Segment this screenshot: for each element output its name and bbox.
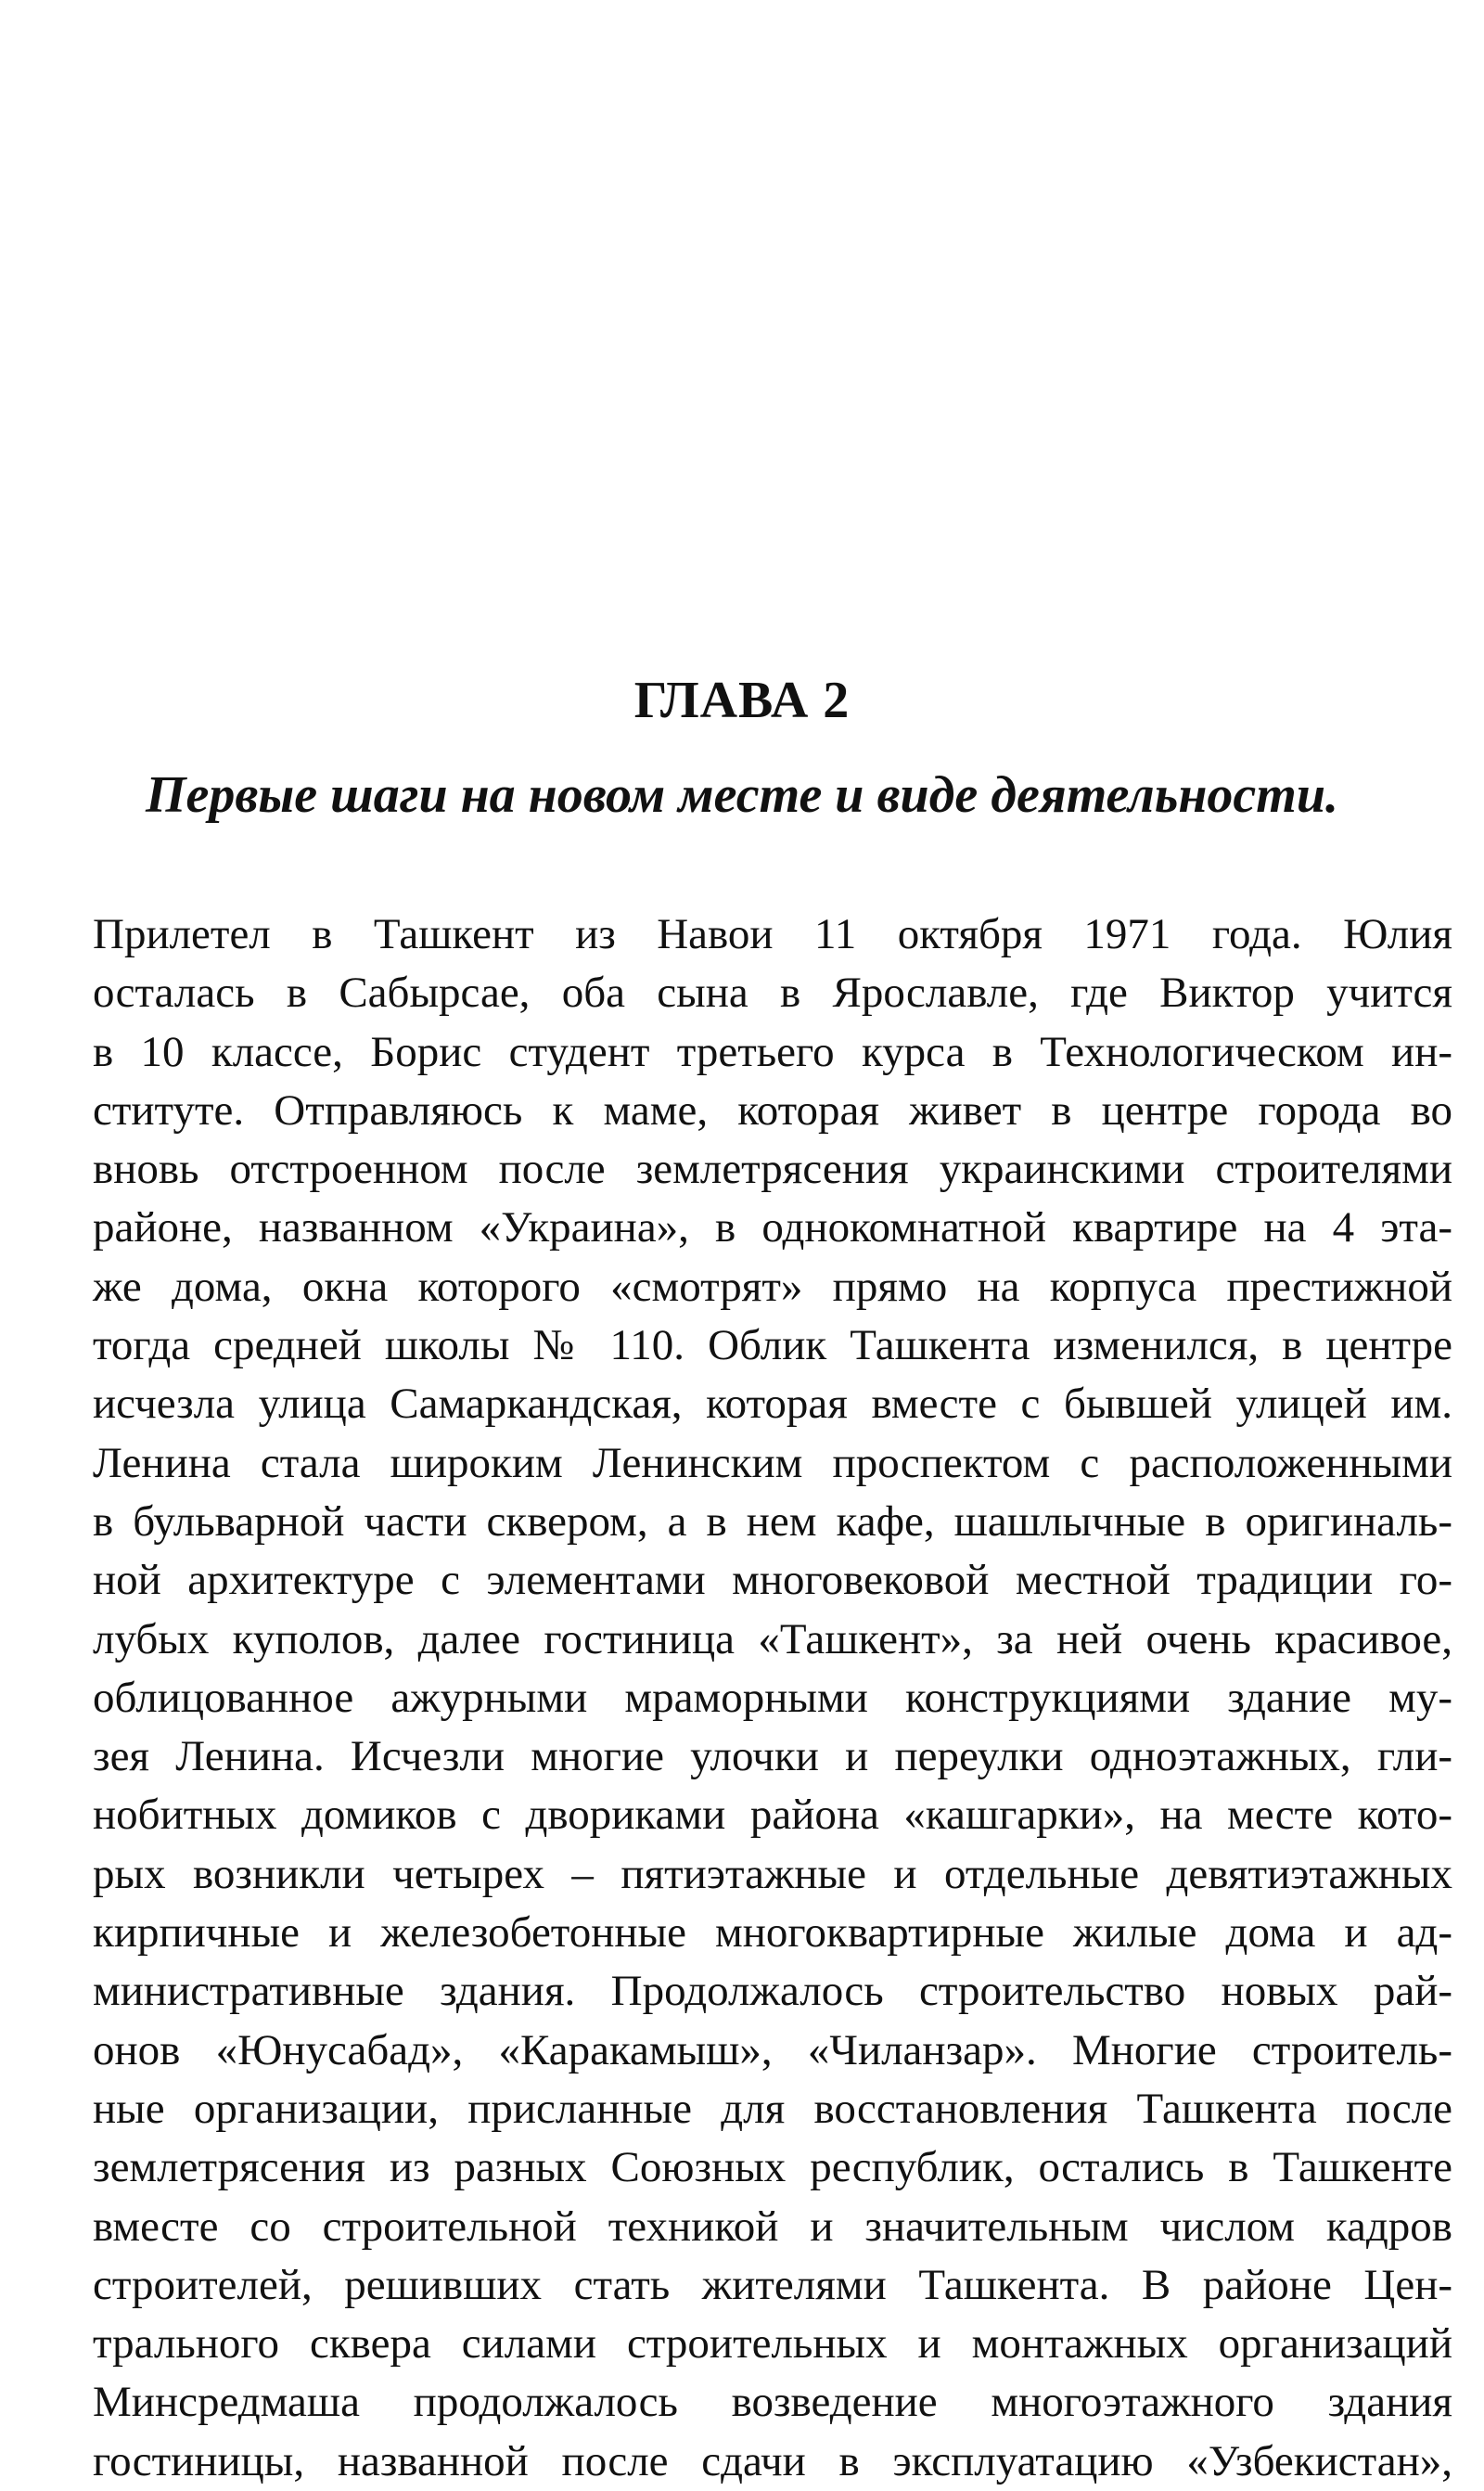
text-line: осталась в Сабырсае, оба сына в Ярославле, где Виктор учится (93, 969, 1452, 1018)
chapter-subtitle: Первые шаги на новом месте и виде деятельности. (145, 766, 1338, 824)
text-line: исчезла улица Самаркандская, которая вместе с бывшей улицей им. (93, 1380, 1452, 1429)
text-line: рых возникли четырех – пятиэтажные и отдельные девятиэтажных (93, 1849, 1452, 1898)
text-line: нобитных домиков с двориками района «кашгарки», на месте кото- (93, 1791, 1452, 1840)
text-line: кирпичные и железобетонные многоквартирные жилые дома и ад- (93, 1908, 1452, 1958)
text-line: же дома, окна которого «смотрят» прямо на корпуса престижной (93, 1262, 1452, 1311)
text-line: зея Ленина. Исчезли многие улочки и переулки одноэтажных, гли- (93, 1732, 1452, 1781)
text-line: ституте. Отправляюсь к маме, которая живет в центре города во (93, 1085, 1452, 1135)
text-line: землетрясения из разных Союзных республик, остались в Ташкенте (93, 2143, 1452, 2192)
text-line: Минсредмаша продолжалось возведение многоэтажного здания (93, 2378, 1452, 2427)
text-line: строителей, решивших стать жителями Ташкента. В районе Цен- (93, 2260, 1452, 2309)
text-line: онов «Юнусабад», «Каракамыш», «Чиланзар». Многие строитель- (93, 2025, 1452, 2074)
text-line: трального сквера силами строительных и монтажных организаций (93, 2319, 1452, 2369)
text-line: районе, названном «Украина», в однокомнатной квартире на 4 эта- (93, 1203, 1452, 1252)
text-line: вновь отстроенном после землетрясения украинскими строителями (93, 1145, 1452, 1194)
text-line: облицованное ажурными мраморными конструкциями здание му- (93, 1673, 1452, 1722)
chapter-title: ГЛАВА 2 (633, 672, 851, 729)
text-line: тогда средней школы № 110. Облик Ташкента изменился, в центре (93, 1321, 1452, 1370)
text-line: министративные здания. Продолжалось строительство новых рай- (93, 1967, 1452, 2016)
text-line: Прилетел в Ташкент из Навои 11 октября 1971 года. Юлия (93, 910, 1452, 958)
text-line: Ленина стала широким Ленинским проспектом с расположенными (93, 1438, 1452, 1487)
body-text (93, 905, 1452, 2491)
text-line: лубых куполов, далее гостиница «Ташкент», за ней очень красивое, (93, 1614, 1452, 1663)
text-line: гостиницы, названной после сдачи в эксплуатацию «Узбекистан», (93, 2436, 1452, 2485)
text-line: в 10 классе, Борис студент третьего курса в Технологическом ин- (93, 1027, 1452, 1076)
text-line: вместе со строительной техникой и значительным числом кадров (93, 2202, 1452, 2251)
text-line: в бульварной части сквером, а в нем кафе, шашлычные в оригиналь- (93, 1496, 1452, 1546)
text-line: ные организации, присланные для восстановления Ташкента после (93, 2084, 1452, 2133)
text-line: ной архитектуре с элементами многовековой местной традиции го- (93, 1556, 1452, 1605)
